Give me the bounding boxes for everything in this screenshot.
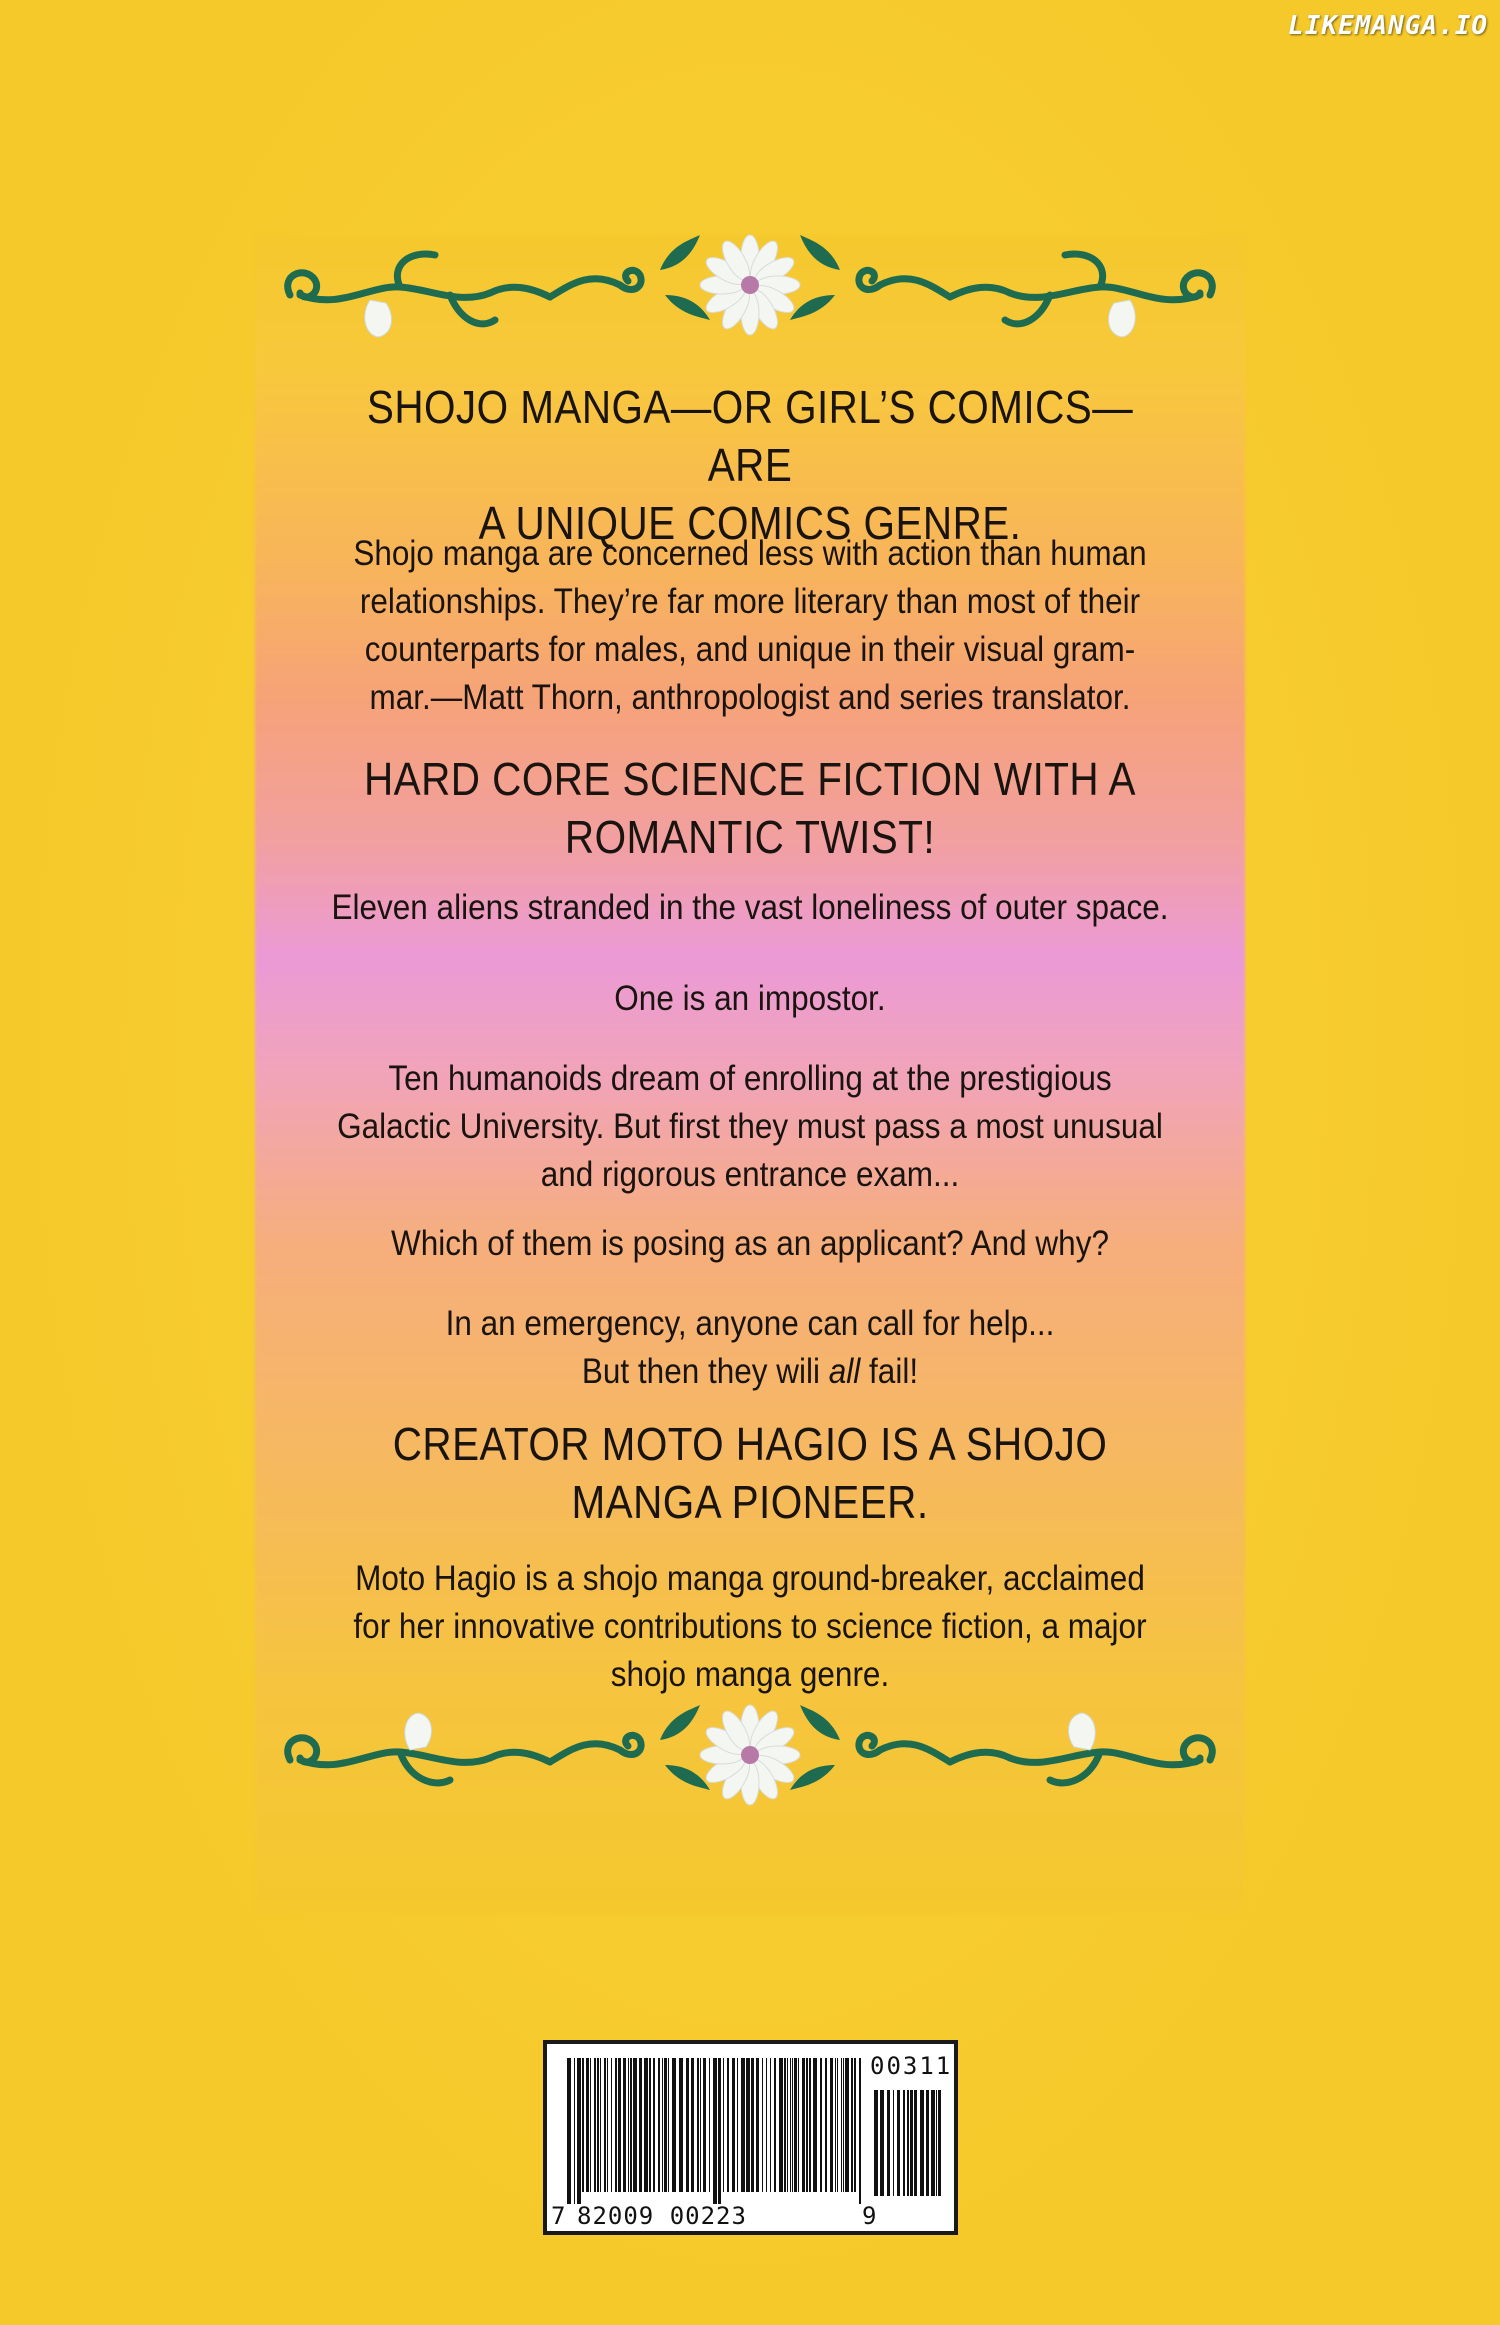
bottom-floral-ornament xyxy=(260,1700,1240,1820)
barcode-supplement-number: 00311 xyxy=(870,2052,953,2080)
heading-line: HARD CORE SCIENCE FICTION WITH A xyxy=(363,753,1136,805)
heading-line: SHOJO MANGA—OR GIRL’S COMICS—ARE xyxy=(366,381,1134,491)
watermark: LIKEMANGA.IO xyxy=(1288,11,1488,41)
section-shojo-body xyxy=(270,530,1230,722)
section-creator-heading xyxy=(270,1415,1230,1531)
heading-line: MANGA PIONEER. xyxy=(571,1476,929,1528)
section-scifi-heading xyxy=(270,750,1230,866)
emphasis: all xyxy=(828,1352,861,1391)
barcode xyxy=(543,2040,958,2235)
paragraph-impostor xyxy=(270,975,1230,1023)
heading-line: CREATOR MOTO HAGIO IS A SHOJO xyxy=(392,1418,1108,1470)
heading-line: A UNIQUE COMICS GENRE. xyxy=(478,497,1022,549)
body-line: Eleven aliens stranded in the vast loneliness of outer space. xyxy=(331,888,1169,927)
barcode-supplement-bars xyxy=(872,2090,946,2208)
body-line: for her innovative contributions to science fiction, a major xyxy=(353,1607,1147,1646)
text-run: fail! xyxy=(860,1352,919,1391)
barcode-left-digit: 7 xyxy=(551,2202,566,2230)
barcode-number: 82009 00223 xyxy=(577,2202,747,2230)
section-shojo-heading xyxy=(270,378,1230,552)
body-line: relationships. They’re far more literary than most of their xyxy=(359,582,1141,621)
section-creator-body xyxy=(270,1555,1230,1699)
text-run: But then they wili xyxy=(581,1352,829,1391)
body-line: Galactic University. But first they must pass a most unusual xyxy=(337,1107,1163,1146)
body-line: One is an impostor. xyxy=(614,979,886,1018)
heading-line: ROMANTIC TWIST! xyxy=(564,811,936,863)
body-line: Moto Hagio is a shojo manga ground-breaker, acclaimed xyxy=(355,1559,1145,1598)
body-line: Ten humanoids dream of enrolling at the prestigious xyxy=(388,1059,1112,1098)
paragraph-which xyxy=(270,1220,1230,1268)
body-line xyxy=(318,1348,1182,1396)
body-line: and rigorous entrance exam... xyxy=(540,1155,960,1194)
paragraph-humanoids xyxy=(270,1055,1230,1199)
paragraph-aliens xyxy=(270,884,1230,932)
barcode-right-digit: 9 xyxy=(862,2202,877,2230)
paragraph-emergency xyxy=(270,1300,1230,1396)
barcode-bars xyxy=(565,2058,865,2204)
top-floral-ornament xyxy=(260,225,1240,345)
body-line: shojo manga genre. xyxy=(610,1655,890,1694)
body-line: Shojo manga are concerned less with action than human xyxy=(353,534,1147,573)
body-line: Which of them is posing as an applicant? And why? xyxy=(391,1224,1109,1263)
body-line: counterparts for males, and unique in their visual gram- xyxy=(364,630,1136,669)
body-line: mar.—Matt Thorn, anthropologist and series translator. xyxy=(369,678,1131,717)
body-line: In an emergency, anyone can call for help... xyxy=(445,1304,1055,1343)
